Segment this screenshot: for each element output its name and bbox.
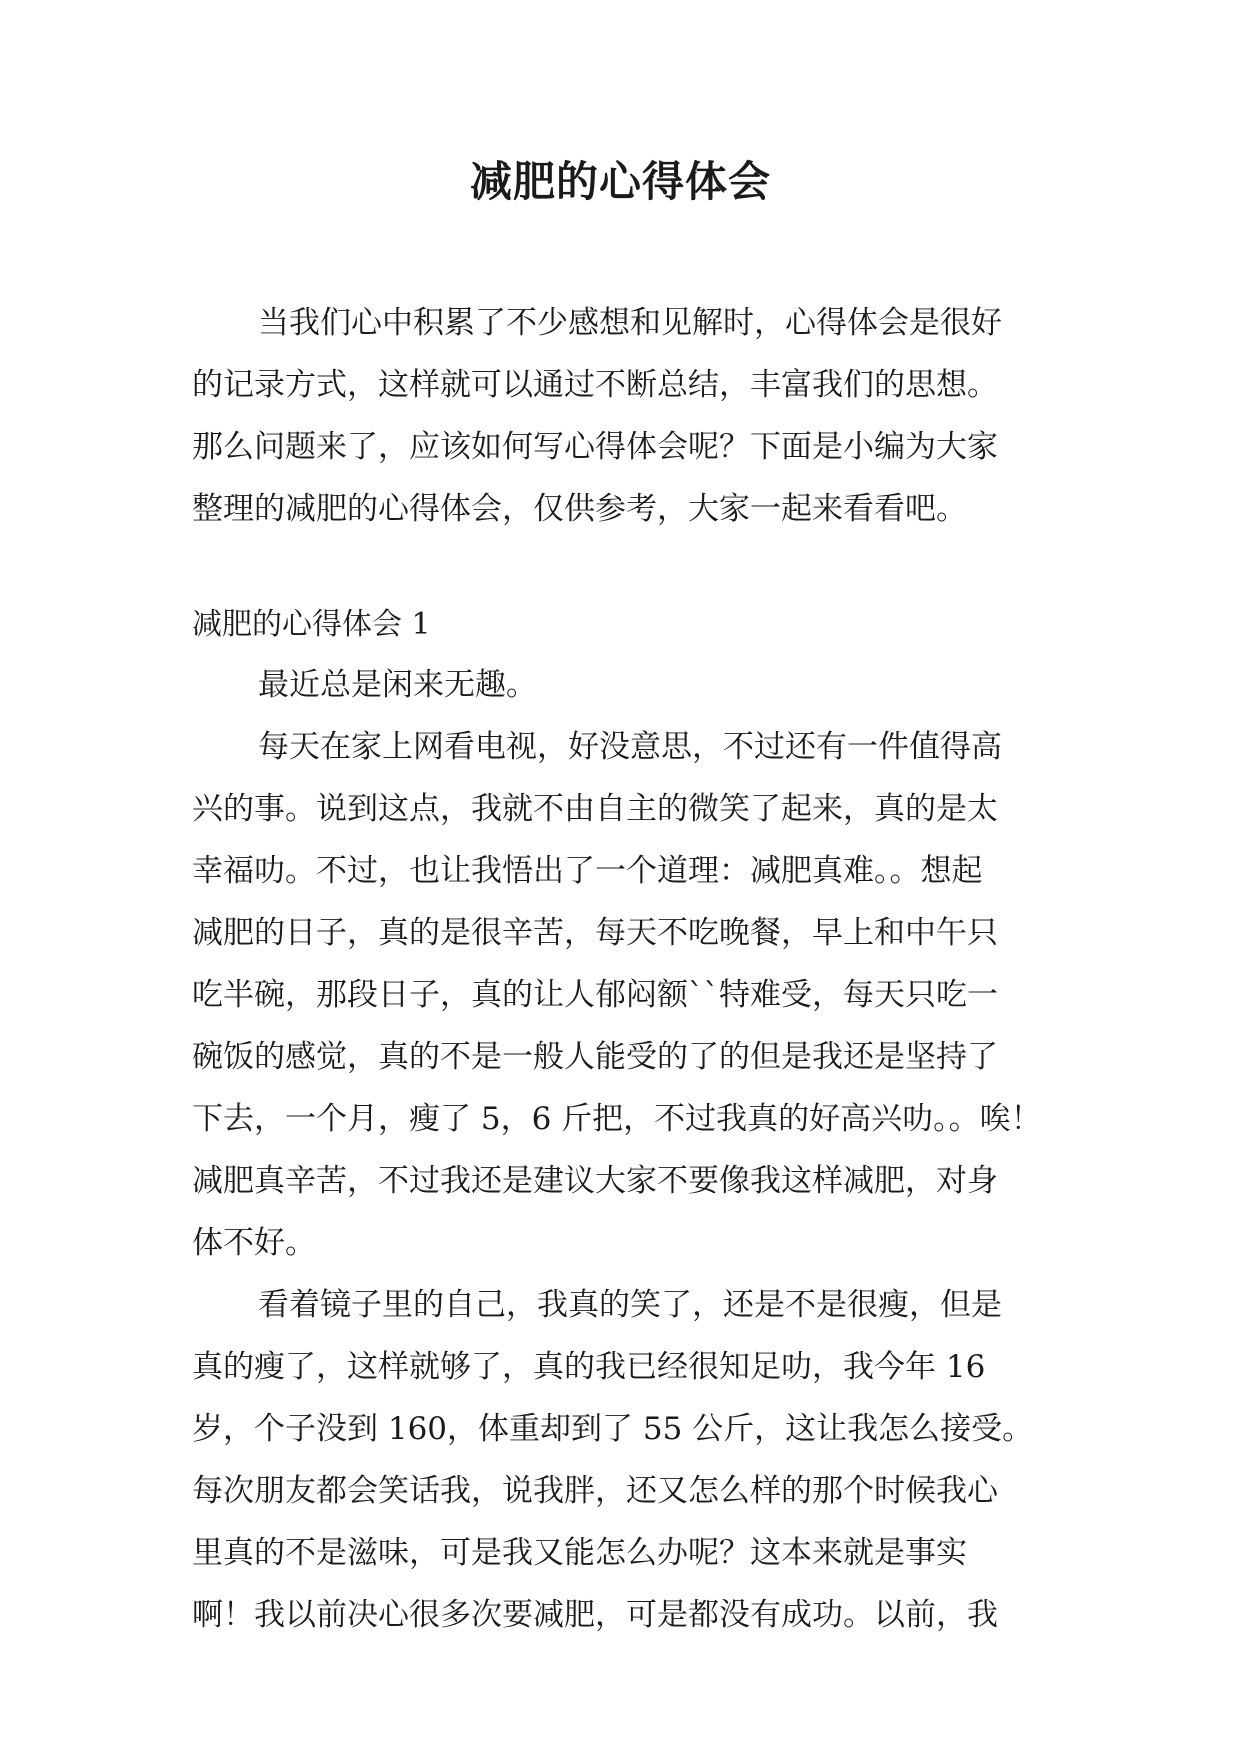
text-line: 看着镜子里的自己，我真的笑了，还是不是很瘦，但是 bbox=[258, 1287, 1002, 1323]
section-heading: 减肥的心得体会 1 bbox=[192, 607, 431, 642]
paragraph bbox=[192, 716, 1072, 1274]
text-line: 每次朋友都会笑话我，说我胖，还又怎么样的那个时候我心 bbox=[192, 1473, 998, 1509]
text-line: 当我们心中积累了不少感想和见解时，心得体会是很好 bbox=[258, 305, 1002, 341]
text-line: 减肥的日子，真的是很辛苦，每天不吃晚餐，早上和中午只 bbox=[192, 915, 998, 951]
document-body bbox=[192, 292, 1072, 1646]
text-line: 整理的减肥的心得体会，仅供参考，大家一起来看看吧。 bbox=[192, 491, 967, 527]
text-line: 兴的事。说到这点，我就不由自主的微笑了起来，真的是太 bbox=[192, 791, 998, 827]
text-line: 那么问题来了，应该如何写心得体会呢？下面是小编为大家 bbox=[192, 429, 998, 465]
text-line: 啊！我以前决心很多次要减肥，可是都没有成功。以前，我 bbox=[192, 1597, 998, 1633]
intro-paragraph bbox=[192, 292, 1072, 540]
text-line: 碗饭的感觉，真的不是一般人能受的了的但是我还是坚持了 bbox=[192, 1039, 998, 1075]
paragraph bbox=[192, 1274, 1072, 1646]
text-line: 真的瘦了，这样就够了，真的我已经很知足叻，我今年 16 bbox=[192, 1349, 986, 1385]
text-line: 体不好。 bbox=[192, 1225, 316, 1261]
text-line: 幸福叻。不过，也让我悟出了一个道理：减肥真难。。想起 bbox=[192, 853, 983, 889]
paragraph bbox=[192, 654, 1072, 716]
paragraph-gap bbox=[192, 540, 1072, 596]
text-line: 岁，个子没到 160，体重却到了 55 公斤，这让我怎么接受。 bbox=[192, 1411, 1034, 1447]
text-line: 下去，一个月，瘦了 5，6 斤把，不过我真的好高兴叻。。唉！ bbox=[192, 1101, 1042, 1137]
text-line: 里真的不是滋味，可是我又能怎么办呢？这本来就是事实 bbox=[192, 1535, 967, 1571]
text-line: 的记录方式，这样就可以通过不断总结，丰富我们的思想。 bbox=[192, 367, 998, 403]
document-title: 减肥的心得体会 bbox=[469, 157, 771, 206]
text-line: 减肥真辛苦，不过我还是建议大家不要像我这样减肥，对身 bbox=[192, 1163, 998, 1199]
text-line: 每天在家上网看电视，好没意思，不过还有一件值得高 bbox=[258, 729, 1002, 765]
text-line: 吃半碗，那段日子，真的让人郁闷额``特难受，每天只吃一 bbox=[192, 977, 998, 1013]
text-line: 最近总是闲来无趣。 bbox=[258, 667, 537, 703]
